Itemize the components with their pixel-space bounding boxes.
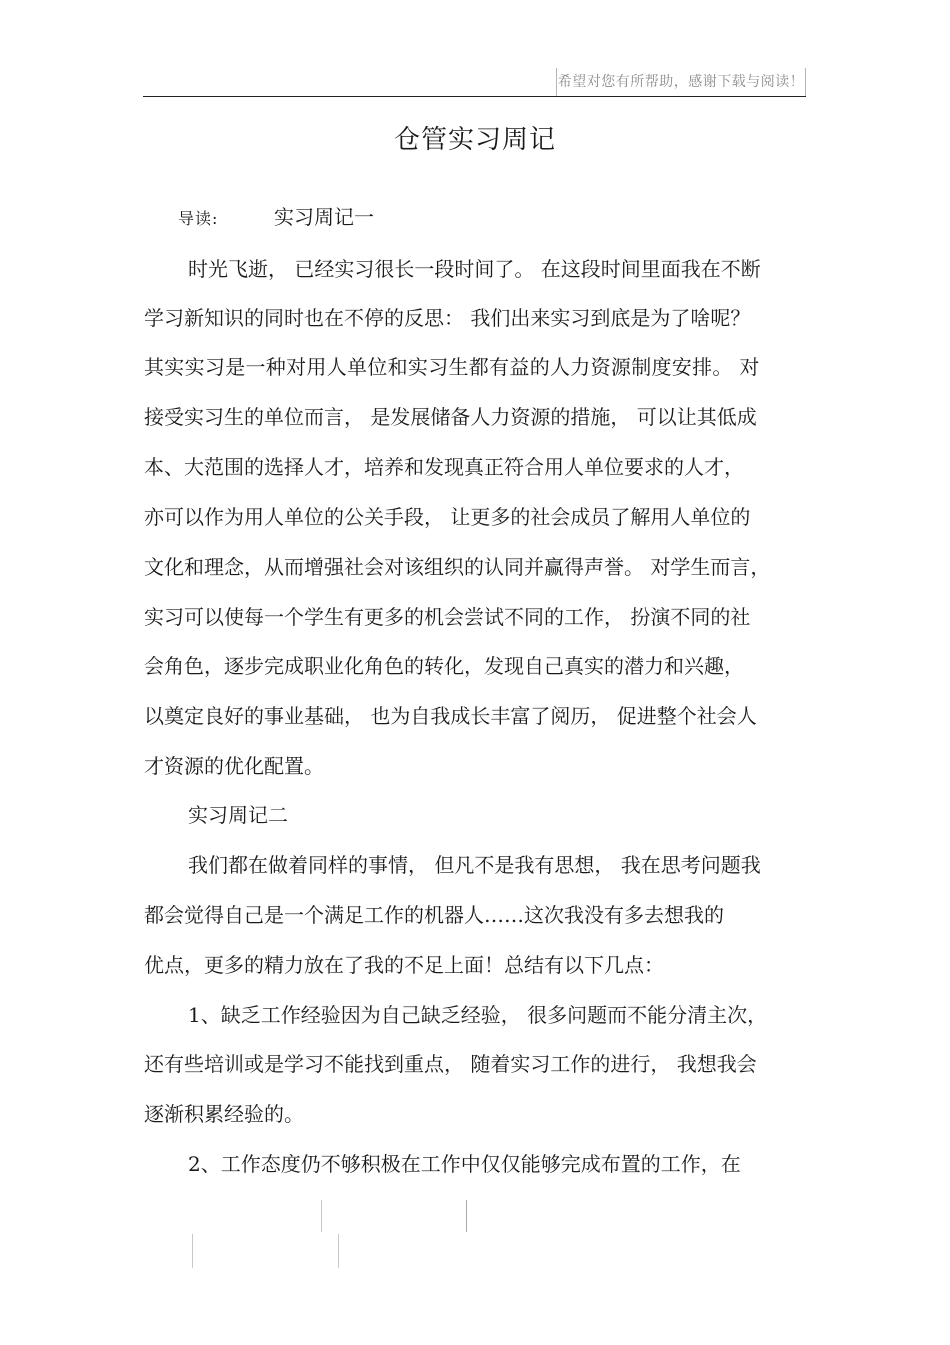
header-rule <box>143 96 806 97</box>
document-title: 仓管实习周记 <box>393 125 556 155</box>
section-heading: 实习周记二 <box>188 803 288 827</box>
header-note: 希望对您有所帮助，感谢下载与阅读！ <box>556 68 806 96</box>
list-item-line: 2、工作态度仍不够积极在工作中仅仅能够完成布置的工作，在 <box>188 1152 741 1176</box>
paragraph-line: 会角色，逐步完成职业化角色的转化，发现自己真实的潜力和兴趣， <box>144 654 744 678</box>
paragraph-line: 时光飞逝， 已经实习很长一段时间了。 在这段时间里面我在不断 <box>188 257 761 281</box>
guide-section-title: 实习周记一 <box>274 205 374 229</box>
paragraph-line: 亦可以作为用人单位的公关手段， 让更多的社会成员了解用人单位的 <box>144 505 751 529</box>
paragraph-line: 逐渐积累经验的。 <box>144 1102 304 1126</box>
paragraph-line: 接受实习生的单位而言， 是发展储备人力资源的措施， 可以让其低成 <box>144 405 757 429</box>
scan-artifact-mark <box>338 1234 339 1268</box>
list-item-line: 1、缺乏工作经验因为自己缺乏经验， 很多问题而不能分清主次， <box>188 1003 768 1027</box>
paragraph-line: 都会觉得自己是一个满足工作的机器人……这次我没有多去想我的 <box>144 903 724 927</box>
scan-artifact-mark <box>321 1200 322 1232</box>
paragraph-line: 实习可以使每一个学生有更多的机会尝试不同的工作， 扮演不同的社 <box>144 605 751 629</box>
scan-artifact-mark <box>466 1200 467 1232</box>
guide-row <box>178 200 374 234</box>
paragraph-line: 学习新知识的同时也在不停的反思： 我们出来实习到底是为了啥呢？ <box>144 306 751 330</box>
paragraph-line: 才资源的优化配置。 <box>144 754 324 778</box>
paragraph-line: 本、大范围的选择人才，培养和发现真正符合用人单位要求的人才， <box>144 455 744 479</box>
scan-artifact-mark <box>192 1234 193 1268</box>
paragraph-line: 我们都在做着同样的事情， 但凡不是我有思想， 我在思考问题我 <box>188 853 761 877</box>
paragraph-line: 其实实习是一种对用人单位和实习生都有益的人力资源制度安排。 对 <box>144 355 760 379</box>
paragraph-line: 文化和理念，从而增强社会对该组织的认同并赢得声誉。 对学生而言， <box>144 555 771 579</box>
paragraph-line: 优点，更多的精力放在了我的不足上面！总结有以下几点： <box>144 953 664 977</box>
guide-label: 导读: <box>178 209 219 228</box>
paragraph-line: 以奠定良好的事业基础， 也为自我成长丰富了阅历， 促进整个社会人 <box>144 704 757 728</box>
paragraph-line: 还有些培训或是学习不能找到重点， 随着实习工作的进行， 我想我会 <box>144 1052 757 1076</box>
